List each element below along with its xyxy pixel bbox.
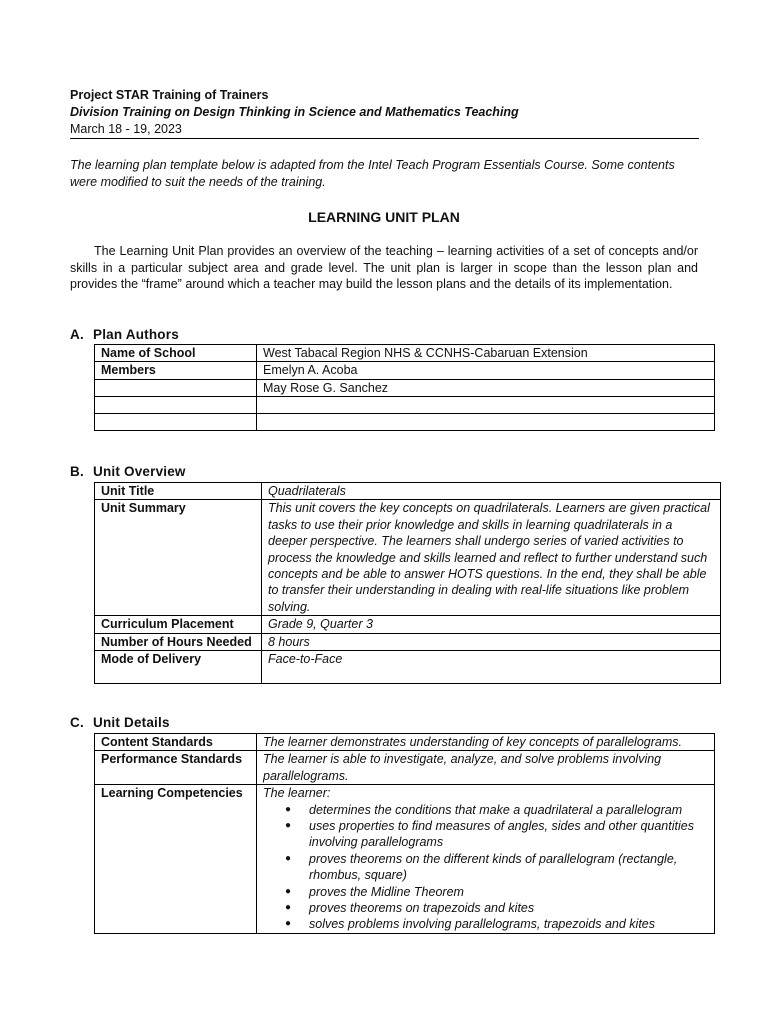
table-row (95, 734, 715, 751)
curriculum-placement-label: Curriculum Placement (95, 616, 262, 633)
table-row (95, 616, 721, 633)
list-item: ● solves problems involving parallelograms, trapezoids and kites (309, 916, 708, 932)
plan-authors-table (94, 344, 715, 431)
list-item: ● determines the conditions that make a quadrilateral a parallelogram (309, 802, 708, 818)
table-row (95, 345, 715, 362)
section-b-title: Unit Overview (93, 464, 186, 479)
unit-title-value: Quadrilaterals (262, 483, 721, 500)
hours-needed-value: 8 hours (262, 633, 721, 650)
table-row (95, 483, 721, 500)
header-divider (70, 138, 699, 139)
section-a-heading (70, 327, 179, 343)
section-b-heading (70, 464, 186, 480)
training-date: March 18 - 19, 2023 (70, 122, 182, 136)
unit-title-label: Unit Title (95, 483, 262, 500)
table-row (95, 397, 715, 414)
mode-of-delivery-value: Face-to-Face (262, 651, 721, 684)
mode-of-delivery-label: Mode of Delivery (95, 651, 262, 684)
document-title: LEARNING UNIT PLAN (308, 209, 460, 225)
project-title: Project STAR Training of Trainers (70, 88, 269, 102)
section-c-heading (70, 715, 170, 731)
section-b-letter: B. (70, 464, 84, 479)
hours-needed-label: Number of Hours Needed (95, 633, 262, 650)
competencies-intro: The learner: (263, 786, 331, 801)
unit-summary-label: Unit Summary (95, 500, 262, 616)
empty-cell (257, 397, 715, 414)
performance-standards-value: The learner is able to investigate, analyze, and solve problems involving parallelograms. (257, 751, 715, 785)
school-value: West Tabacal Region NHS & CCNHS-Cabaruan Extension (257, 345, 715, 362)
table-row (95, 500, 721, 616)
performance-standards-label: Performance Standards (95, 751, 257, 785)
content-standards-label: Content Standards (95, 734, 257, 751)
learning-competencies-label: Learning Competencies (95, 785, 257, 934)
section-a-title: Plan Authors (93, 327, 179, 342)
section-c-title: Unit Details (93, 715, 170, 730)
unit-details-table (94, 733, 715, 934)
table-row (95, 633, 721, 650)
table-row (95, 785, 715, 934)
list-item: ● proves theorems on trapezoids and kites (309, 900, 708, 916)
table-row (95, 414, 715, 431)
list-item: ● uses properties to find measures of angles, sides and other quantities involving parallelograms (309, 818, 708, 851)
empty-cell (257, 414, 715, 431)
school-label: Name of School (95, 345, 257, 362)
section-c-letter: C. (70, 715, 84, 730)
list-item: ● proves theorems on the different kinds of parallelogram (rectangle, rhombus, square) (309, 851, 708, 884)
learning-competencies-value (257, 785, 715, 934)
table-row (95, 651, 721, 684)
unit-summary-value: This unit covers the key concepts on quadrilaterals. Learners are given practical tasks to use their prior knowledge and skills in learning quadrilaterals in a deeper perspective. The learners shall undergo series of varied activities to process the knowledge and skills learned and reflect to further understand such concepts and be able to answer HOTS questions. In the end, they shall be able to transfer their understanding in dealing with real-life situations like problem solving. (262, 500, 721, 616)
unit-overview-table (94, 482, 721, 684)
empty-cell (95, 414, 257, 431)
overview-paragraph: The Learning Unit Plan provides an overview of the teaching – learning activities of a set of concepts and/or skills in a particular subject area and grade level. The unit plan is larger in scope than the lesson plan and provides the “frame” around which a teacher may build the lesson plans and the details of its implementation. (70, 244, 698, 292)
member-1: Emelyn A. Acoba (257, 362, 715, 379)
content-standards-value: The learner demonstrates understanding of key concepts of parallelograms. (257, 734, 715, 751)
empty-cell (95, 397, 257, 414)
intro-note: The learning plan template below is adapted from the Intel Teach Program Essentials Course. Some contents were modified to suit the needs of the training. (70, 158, 675, 189)
member-2: May Rose G. Sanchez (257, 379, 715, 396)
list-item: ● proves the Midline Theorem (309, 884, 708, 900)
members-label: Members (95, 362, 257, 379)
empty-cell (95, 379, 257, 396)
curriculum-placement-value: Grade 9, Quarter 3 (262, 616, 721, 633)
section-a-letter: A. (70, 327, 84, 342)
table-row (95, 379, 715, 396)
table-row (95, 362, 715, 379)
training-title: Division Training on Design Thinking in Science and Mathematics Teaching (70, 105, 519, 119)
competencies-list (263, 802, 708, 933)
table-row (95, 751, 715, 785)
